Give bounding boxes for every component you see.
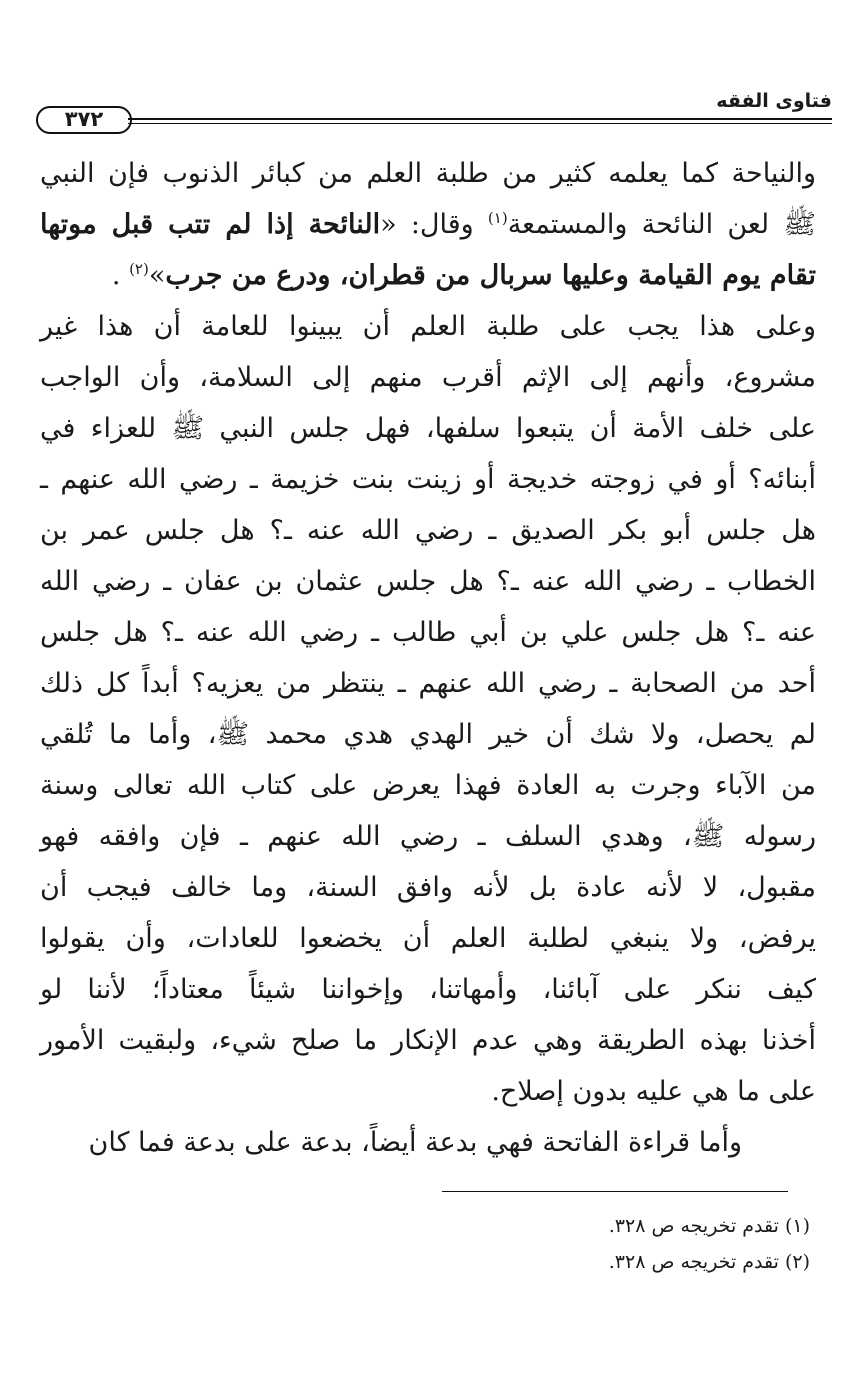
text-line: أخذنا بهذه الطريقة وهي عدم الإنكار ما صلح شيء، ولبقيت الأمور [40, 1025, 816, 1056]
main-text [40, 148, 816, 1168]
text-line: يرفض، ولا ينبغي لطلبة العلم أن يخضعوا للعادات، وأن يقولوا [40, 923, 816, 954]
text-line: على خلف الأمة أن يتبعوا سلفها، فهل جلس النبي ﷺ للعزاء في [40, 413, 816, 444]
text-line: هل جلس أبو بكر الصديق ـ رضي الله عنه ـ؟ هل جلس عمر بن [40, 515, 816, 546]
text-line: مشروع، وأنهم إلى الإثم أقرب منهم إلى السلامة، وأن الواجب [40, 362, 816, 393]
footnote-ref-1: (١) [487, 209, 508, 227]
text-line: الخطاب ـ رضي الله عنه ـ؟ هل جلس عثمان بن عفان ـ رضي الله [40, 566, 816, 597]
text-line: أحد من الصحابة ـ رضي الله عنهم ـ ينتظر من يعزيه؟ أبداً كل ذلك [40, 668, 816, 699]
text-line: والنياحة كما يعلمه كثير من طلبة العلم من كبائر الذنوب فإن النبي [40, 158, 816, 189]
header-rule [128, 118, 832, 124]
text-line: وعلى هذا يجب على طلبة العلم أن يبينوا للعامة أن هذا غير [40, 311, 816, 342]
text-line: وأما قراءة الفاتحة فهي بدعة أيضاً، بدعة على بدعة فما كان [88, 1127, 742, 1158]
footnotes [40, 1208, 810, 1280]
page-header [36, 84, 832, 136]
footnote: (١) تقدم تخريجه ص ٣٢٨. [608, 1215, 810, 1237]
text-line: لم يحصل، ولا شك أن خير الهدي هدي محمد ﷺ، وأما ما تُلقي [40, 719, 816, 750]
text-line: عنه ـ؟ هل جلس علي بن أبي طالب ـ رضي الله عنه ـ؟ هل جلس [40, 617, 816, 648]
hadith-quote: تقام يوم القيامة وعليها سربال من قطران، ودرع من جرب [165, 260, 816, 291]
footnote: (٢) تقدم تخريجه ص ٣٢٨. [608, 1251, 810, 1273]
text-line: رسوله ﷺ، وهدي السلف ـ رضي الله عنهم ـ فإن وافقه فهو [40, 821, 816, 852]
text-line: تقام يوم القيامة وعليها سربال من قطران، ودرع من جرب»$^{(٢)}$ . [111, 260, 816, 291]
page-number: ٣٧٢ [36, 106, 132, 134]
text-line: كيف ننكر على آبائنا، وأمهاتنا، وإخواننا شيئاً معتاداً؛ لأننا لو [40, 974, 817, 1005]
text-line: ﷺ لعن النائحة والمستمعة$^{(١)}$ وقال: «النائحة إذا لم تتب قبل موتها [40, 209, 816, 240]
footnote-ref-2: (٢) [129, 260, 149, 278]
footnote-separator [442, 1191, 788, 1192]
hadith-quote: النائحة إذا لم تتب قبل موتها [40, 209, 381, 240]
text-line: مقبول، لا لأنه عادة بل لأنه وافق السنة، وما خالف فيجب أن [40, 872, 816, 903]
book-title: فتاوى الفقه [716, 90, 832, 112]
text-line: أبنائه؟ أو في زوجته خديجة أو زينت بنت خزيمة ـ رضي الله عنهم ـ [40, 464, 816, 495]
text-line: من الآباء وجرت به العادة فهذا يعرض على كتاب الله تعالى وسنة [40, 770, 816, 801]
text-line: على ما هي عليه بدون إصلاح. [491, 1076, 816, 1107]
